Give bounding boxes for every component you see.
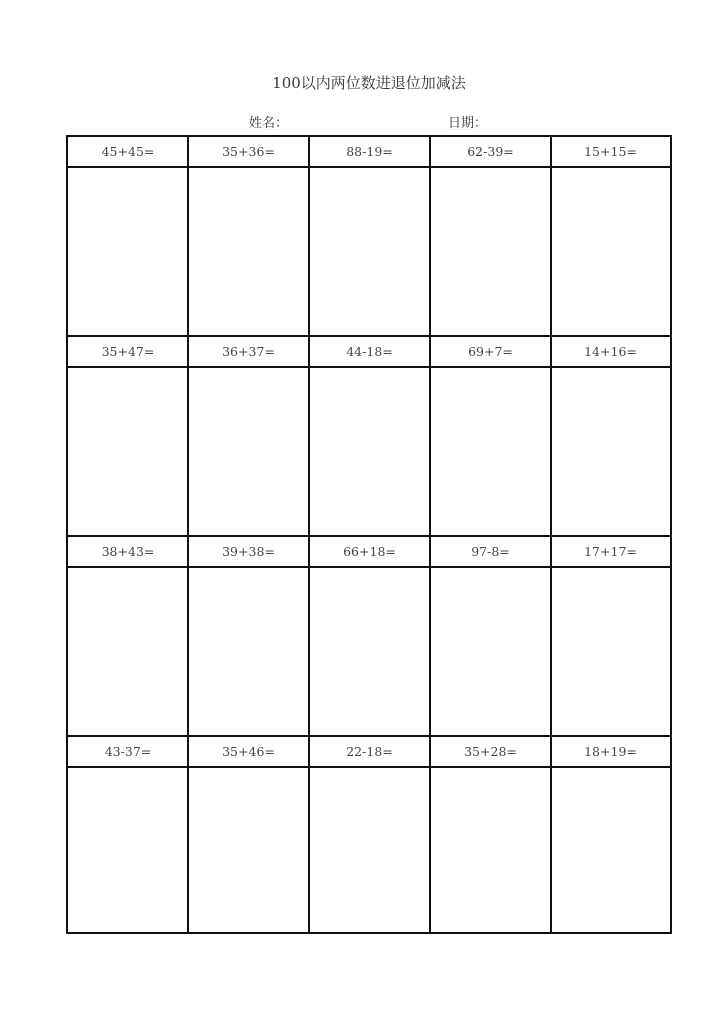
problem-cell: 35+47= [101,344,155,359]
problem-cell: 35+46= [222,744,275,759]
date-label: 日期： [448,116,488,131]
answer-area-row-2[interactable] [68,368,670,535]
answer-area-row-4[interactable] [68,768,670,932]
problem-cell: 38+43= [101,544,155,559]
problem-cell: 35+36= [222,144,275,159]
problem-cell: 43-37= [104,744,152,759]
problem-row-1 [68,137,670,168]
problem-cell: 39+38= [222,544,275,559]
problem-row-3 [68,535,670,568]
problem-row-2 [68,335,670,368]
problem-cell: 15+15= [584,144,637,159]
problem-cell: 14+16= [584,344,637,359]
problem-cell: 44-18= [346,344,393,359]
problem-cell: 22-18= [346,744,393,759]
problem-grid [66,135,672,934]
problem-cell: 97-8= [471,544,510,559]
answer-area-row-3[interactable] [68,568,670,735]
answer-area-row-1[interactable] [68,168,670,336]
problem-cell: 62-39= [467,144,514,159]
problem-cell: 69+7= [468,344,513,359]
worksheet-title: 100以内两位数进退位加减法 [272,74,466,92]
name-label: 姓名： [249,116,289,131]
problem-row-4 [68,735,670,768]
problem-cell: 35+28= [464,744,517,759]
problem-cell: 18+19= [584,744,637,759]
problem-cell: 36+37= [222,344,275,359]
problem-cell: 66+18= [343,544,396,559]
problem-cell: 45+45= [101,144,155,159]
problem-cell: 88-19= [346,144,393,159]
problem-cell: 17+17= [584,544,637,559]
